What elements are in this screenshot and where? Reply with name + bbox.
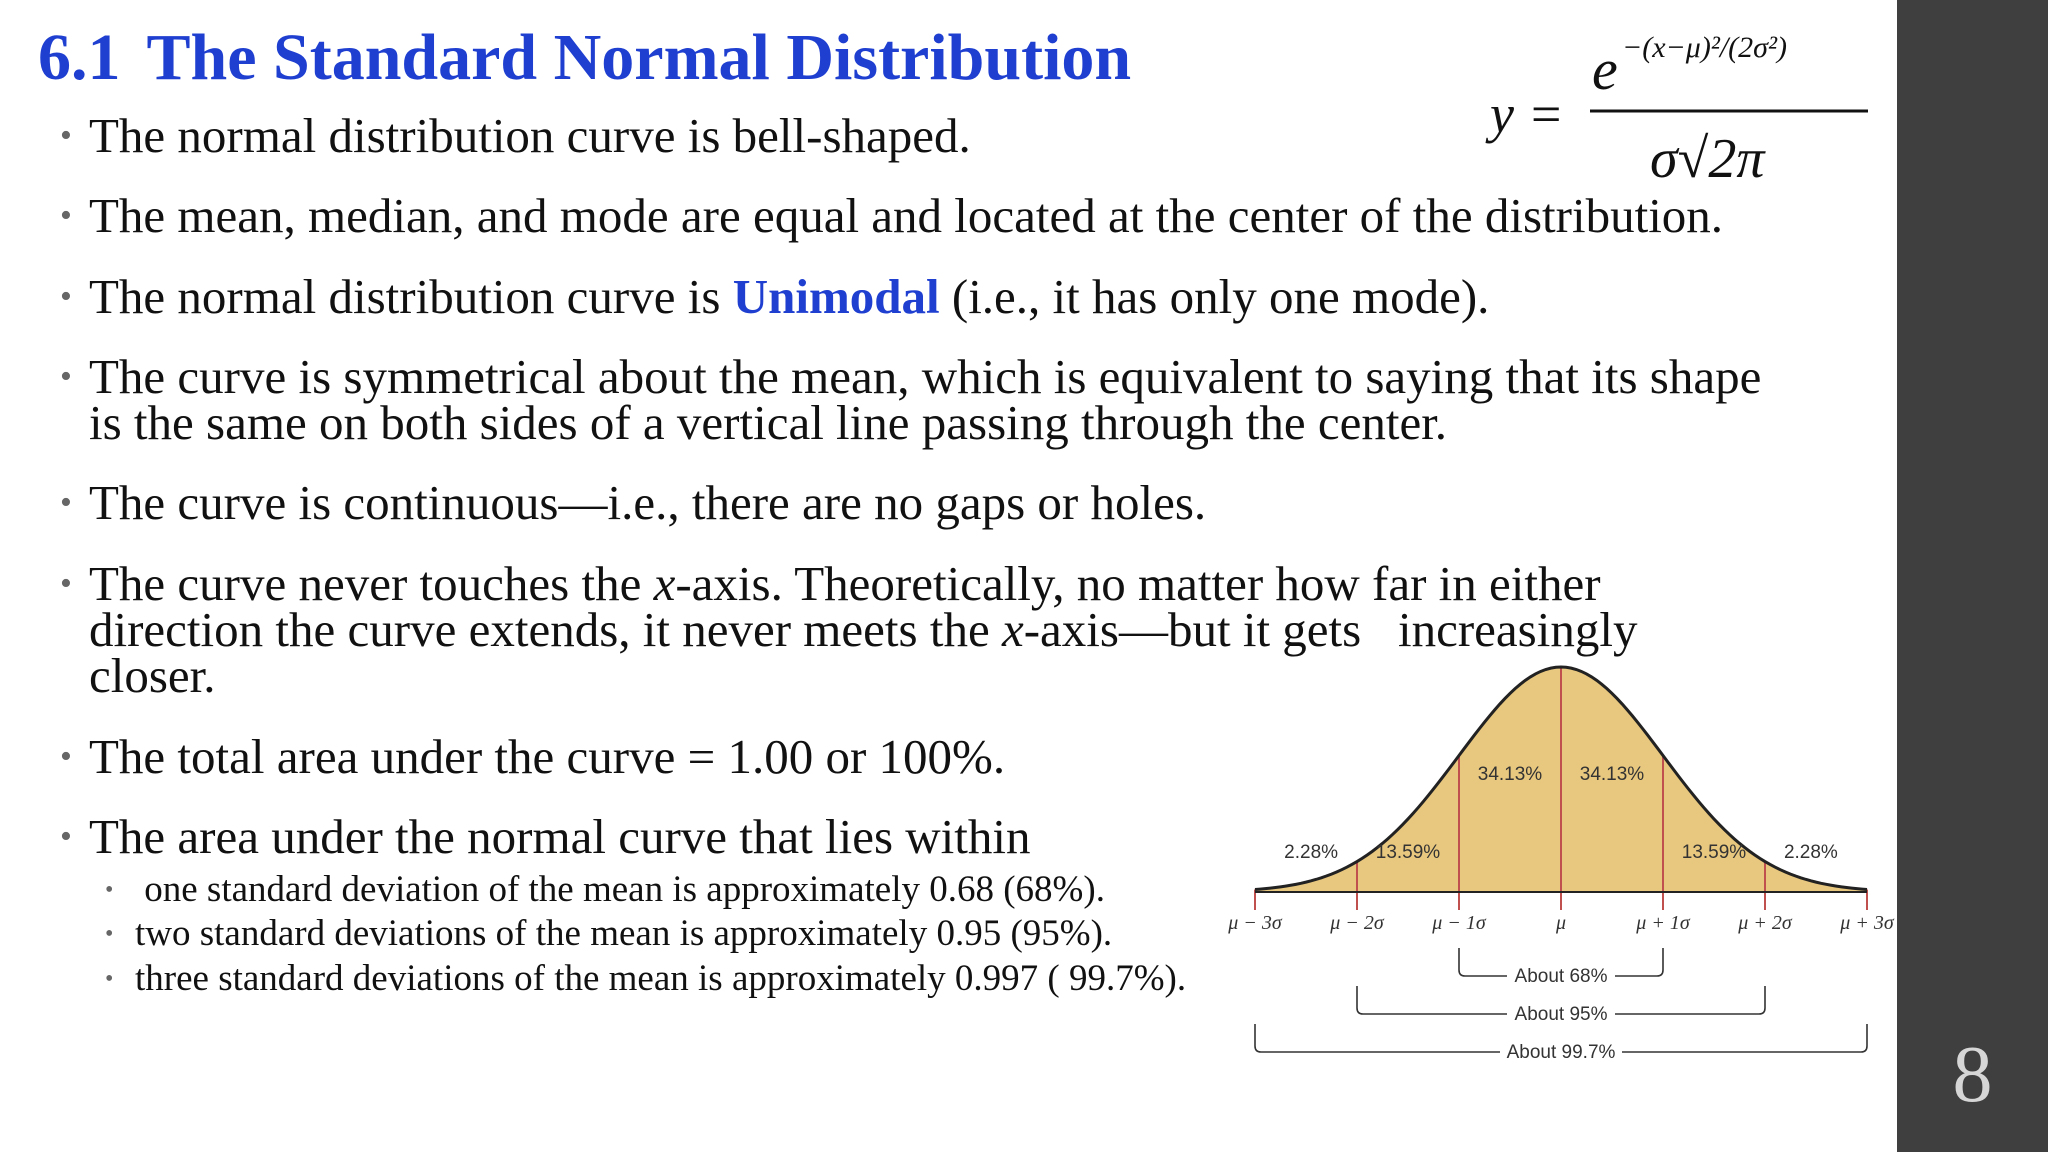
region-label: 2.28% — [1783, 842, 1838, 863]
sub-bullet-marker: • — [105, 921, 114, 947]
region-label: 2.28% — [1284, 842, 1339, 863]
tick-label: μ + 1σ — [1636, 912, 1690, 934]
chart-tick-labels — [1227, 912, 1895, 934]
bullet-continuous — [60, 475, 1207, 530]
bullet-area-within — [60, 809, 1031, 864]
bullet-mean-median-mode — [60, 188, 1724, 243]
asymptote-text-3: closer. — [89, 648, 216, 703]
bullet-marker: • — [60, 278, 72, 315]
bracket-label: About 68% — [1514, 966, 1608, 987]
bullet-text: The curve is continuous—i.e., there are no gaps or holes. — [89, 475, 1207, 530]
formula-denominator: σ√2π — [1650, 128, 1765, 190]
bracket-label: About 95% — [1514, 1004, 1608, 1025]
x-variable: x — [1001, 602, 1024, 657]
sub-bullet-marker: • — [105, 877, 114, 903]
asymptote-text-1a: The curve never touches the — [89, 556, 654, 611]
region-label: 34.13% — [1579, 764, 1645, 785]
asymptote-text-2a: direction the curve extends, it never meets the — [89, 602, 1002, 657]
x-variable: x — [653, 556, 676, 611]
bullet-text — [89, 269, 1490, 324]
bullet-marker: • — [60, 197, 72, 234]
bullet-text: The mean, median, and mode are equal and located at the center of the distribution. — [89, 188, 1724, 243]
sub-bullet-one-sd — [105, 870, 1105, 910]
side-panel — [1897, 0, 2048, 1152]
tick-label: μ − 1σ — [1432, 912, 1486, 934]
bracket-label: About 99.7% — [1506, 1042, 1616, 1062]
sub-bullet-text: two standard deviations of the mean is approximately 0.95 (95%). — [135, 913, 1113, 954]
chart-brackets — [1255, 948, 1867, 1062]
formula-lhs: y = — [1490, 84, 1564, 144]
normal-pdf-formula — [1480, 12, 1880, 192]
sub-bullet-two-sd — [105, 914, 1112, 954]
region-label: 13.59% — [1681, 842, 1747, 863]
region-label: 13.59% — [1375, 842, 1441, 863]
tick-label: μ + 2σ — [1738, 912, 1792, 934]
region-label: 34.13% — [1477, 764, 1543, 785]
bullet-line: is the same on both sides of a vertical line passing through the center. — [89, 395, 1448, 450]
unimodal-suffix: (i.e., it has only one mode). — [939, 269, 1490, 324]
unimodal-highlight: Unimodal — [732, 269, 940, 324]
bullet-line: The curve is symmetrical about the mean, which is equivalent to saying that its shape — [89, 349, 1762, 404]
section-number: 6.1 — [38, 21, 121, 94]
bullet-marker: • — [60, 818, 72, 855]
slide-title — [38, 22, 1131, 95]
bullet-bell-shaped — [60, 108, 971, 163]
bullet-marker: • — [60, 565, 72, 602]
page-number: 8 — [1952, 1031, 1993, 1119]
bullet-marker: • — [60, 117, 72, 154]
bullet-text — [89, 349, 1762, 450]
bullet-text: The normal distribution curve is bell-shaped. — [89, 108, 971, 163]
tick-label: μ − 2σ — [1330, 912, 1384, 934]
sub-bullet-text: three standard deviations of the mean is approximately 0.997 ( 99.7%). — [135, 958, 1187, 999]
bullet-marker: • — [60, 738, 72, 775]
tick-label: μ + 3σ — [1840, 912, 1894, 934]
title-text: The Standard Normal Distribution — [146, 21, 1132, 94]
sub-bullet-three-sd — [105, 959, 1186, 999]
bullet-symmetry — [60, 349, 1762, 450]
tick-label: μ − 3σ — [1228, 912, 1282, 934]
bullet-total-area — [60, 729, 1006, 784]
tick-label: μ — [1555, 912, 1567, 934]
bullet-marker: • — [60, 358, 72, 395]
normal-distribution-chart — [1210, 662, 1900, 1062]
formula-base: e — [1592, 37, 1618, 102]
bullet-text: The area under the normal curve that lies within — [89, 809, 1031, 864]
asymptote-text-2b: -axis—but it gets increasingly — [1023, 602, 1638, 657]
bullet-text: The total area under the curve = 1.00 or 100%. — [89, 729, 1006, 784]
bullet-marker: • — [60, 484, 72, 521]
sub-bullet-marker: • — [105, 966, 114, 992]
asymptote-text-1b: -axis. Theoretically, no matter how far in either — [675, 556, 1601, 611]
sub-bullet-text: one standard deviation of the mean is approximately 0.68 (68%). — [135, 869, 1105, 910]
formula-exponent: −(x−μ)²/(2σ²) — [1622, 31, 1787, 64]
bullet-unimodal — [60, 269, 1490, 324]
unimodal-prefix: The normal distribution curve is — [89, 269, 733, 324]
